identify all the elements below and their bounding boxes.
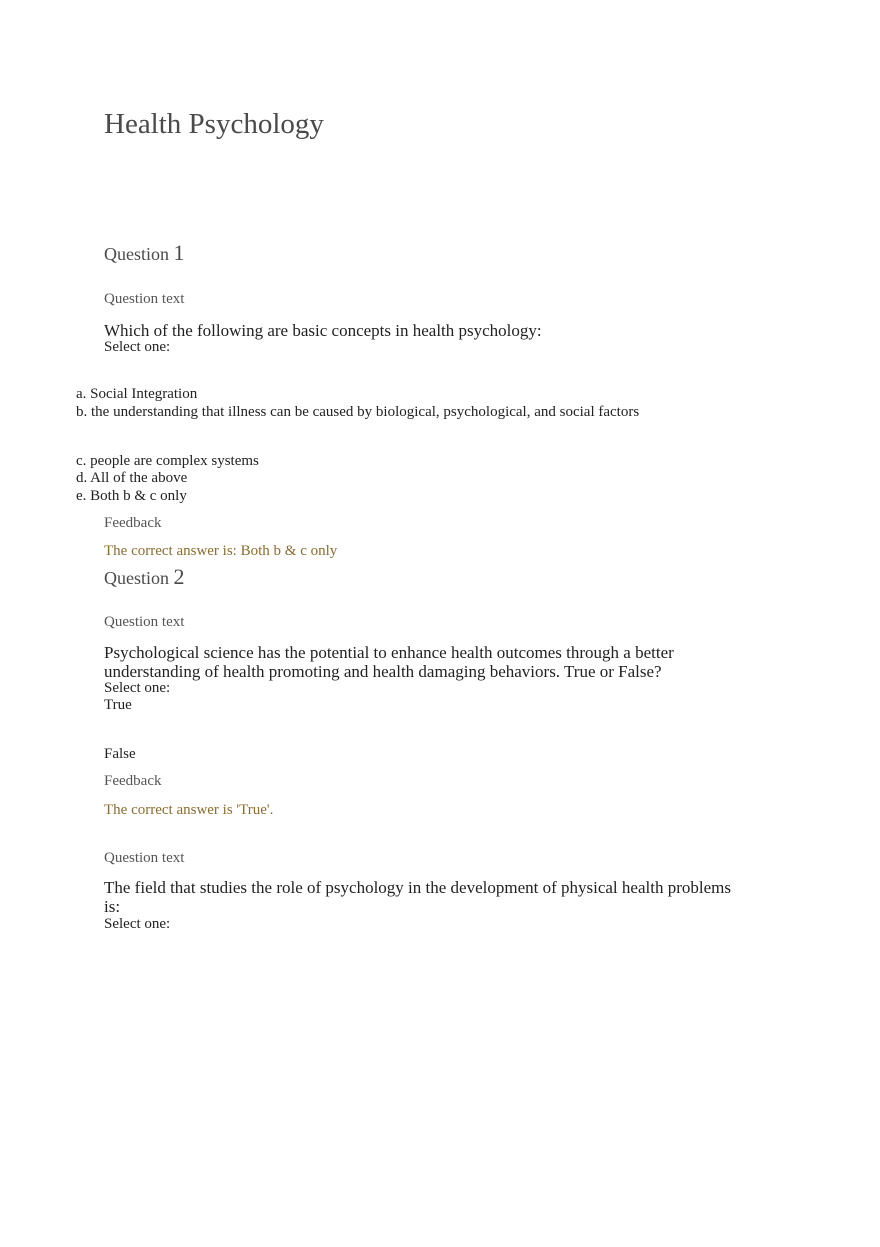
question-2-heading bbox=[104, 564, 185, 590]
question-2-option-true[interactable]: True bbox=[104, 697, 132, 713]
question-3-text-line-2: is: bbox=[104, 897, 121, 916]
question-2-select-prompt: Select one: bbox=[104, 680, 171, 696]
question-1-select-prompt: Select one: bbox=[104, 339, 171, 355]
question-2-option-false[interactable]: False bbox=[104, 746, 136, 762]
question-heading-word: Question bbox=[104, 568, 169, 588]
question-1-feedback-label: Feedback bbox=[104, 515, 162, 531]
question-1-text: Which of the following are basic concepts in health psychology: bbox=[104, 321, 542, 340]
question-3-label: Question text bbox=[104, 850, 185, 866]
question-heading-word: Question bbox=[104, 244, 169, 264]
page-title: Health Psychology bbox=[104, 108, 324, 140]
question-1-feedback-answer: The correct answer is: Both b & c only bbox=[104, 543, 338, 559]
question-number: 2 bbox=[173, 564, 185, 589]
question-2-text-line-1: Psychological science has the potential to enhance health outcomes through a better bbox=[104, 643, 674, 662]
question-1-option-b[interactable]: b. the understanding that illness can be caused by biological, psychological, and social factors bbox=[76, 404, 640, 420]
question-2-label: Question text bbox=[104, 614, 185, 630]
question-1-option-e[interactable]: e. Both b & c only bbox=[76, 488, 187, 504]
question-1-heading bbox=[104, 240, 185, 266]
question-3-text-line-1: The field that studies the role of psychology in the development of physical health problems bbox=[104, 878, 731, 897]
question-3-select-prompt: Select one: bbox=[104, 916, 171, 932]
question-1-option-c[interactable]: c. people are complex systems bbox=[76, 453, 259, 469]
question-1-label: Question text bbox=[104, 291, 185, 307]
question-1-option-d[interactable]: d. All of the above bbox=[76, 470, 188, 486]
question-1-option-a[interactable]: a. Social Integration bbox=[76, 386, 198, 402]
question-2-text-line-2: understanding of health promoting and health damaging behaviors. True or False? bbox=[104, 662, 662, 681]
question-2-feedback-answer: The correct answer is 'True'. bbox=[104, 802, 274, 818]
question-2-feedback-label: Feedback bbox=[104, 773, 162, 789]
question-number: 1 bbox=[173, 240, 185, 265]
